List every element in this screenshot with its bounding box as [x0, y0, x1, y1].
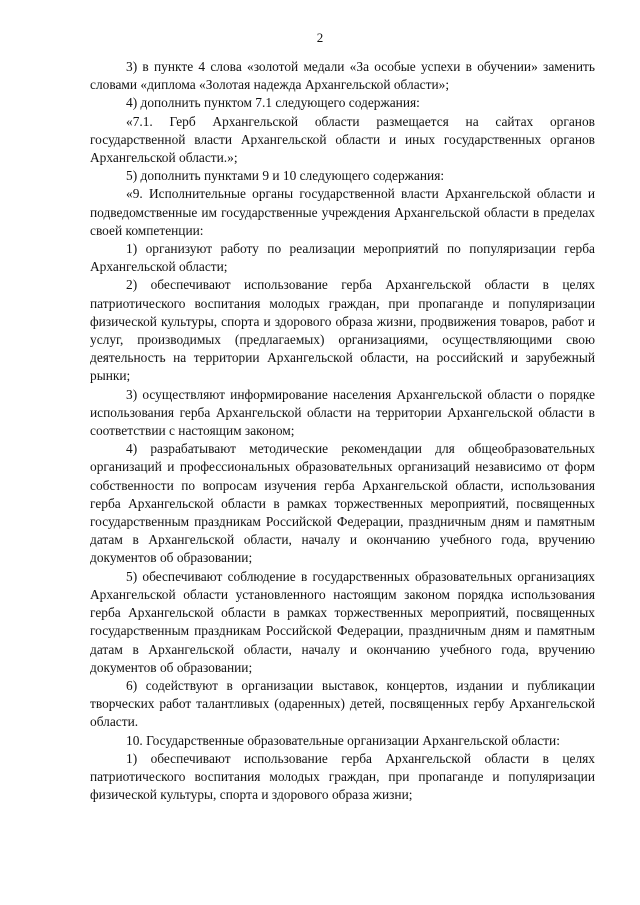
paragraph-clause-10: 10. Государственные образовательные организации Архангельской области:	[126, 732, 560, 748]
paragraph-item-3: 3) в пункте 4 слова «золотой медали «За особые успехи в обучении» заменить словами «диплома «Золотая надежда Архангельской области»;	[90, 59, 595, 93]
paragraph-item-4: 4) дополнить пунктом 7.1 следующего содержания:	[126, 95, 420, 111]
paragraph-clause-9-sub-1: 1) организуют работу по реализации мероприятий по популяризации герба Архангельской области;	[90, 241, 595, 275]
paragraph-clause-9: «9. Исполнительные органы государственной власти Архангельской области и подведомственные им государственные учреждения Архангельской области в пределах своей компетенции:	[90, 186, 595, 238]
page-number: 2	[316, 30, 324, 45]
paragraph-clause-9-sub-4: 4) разрабатывают методические рекомендации для общеобразовательных организаций и профессиональных образовательных организаций независимо от форм собственности по вопросам изучения герба Архангельской области, использования герба Архангельской области в рамках торжественных мероприятий, посвященных государственным праздникам Российской Федерации, праздничным дням и памятным датам в Архангельской области, началу и окончанию учебного года, вручению документов об образовании;	[90, 441, 595, 566]
paragraph-clause-9-sub-5: 5) обеспечивают соблюдение в государственных образовательных организациях Архангельской области установленного настоящим законом порядка использования герба Архангельской области в рамках торжественных мероприятий, посвященных государственным праздникам Российской Федерации, праздничным дням и памятным датам в Архангельской области, началу и окончанию учебного года, вручению документов об образовании;	[90, 568, 595, 675]
document-body	[90, 58, 595, 804]
paragraph-clause-10-sub-1: 1) обеспечивают использование герба Архангельской области в целях патриотического воспитания молодых граждан, при пропаганде и популяризации физической культуры, спорта и здорового образа жизни;	[90, 750, 595, 803]
paragraph-clause-9-sub-2: 2) обеспечивают использование герба Архангельской области в целях патриотического воспитания молодых граждан, при пропаганде и популяризации физической культуры, спорта и здорового образа жизни, продвижения товаров, работ и услуг, производимых (предлагаемых) организациями, осуществляющими свою деятельность на территории Архангельской области, на российский и зарубежный рынки;	[90, 277, 595, 384]
paragraph-item-5: 5) дополнить пунктами 9 и 10 следующего содержания:	[126, 168, 445, 184]
paragraph-clause-9-sub-3: 3) осуществляют информирование населения Архангельской области о порядке использования герба Архангельской области на территории Архангельской области в соответствии с настоящим законом;	[90, 386, 595, 439]
paragraph-clause-9-sub-6: 6) содействуют в организации выставок, концертов, издании и публикации творческих работ талантливых (одаренных) детей, посвященных гербу Архангельской области.	[90, 677, 595, 730]
paragraph-clause-7-1: «7.1. Герб Архангельской области размещается на сайтах органов государственной власти Архангельской области и иных государственных органов Архангельской области.»;	[90, 113, 595, 166]
